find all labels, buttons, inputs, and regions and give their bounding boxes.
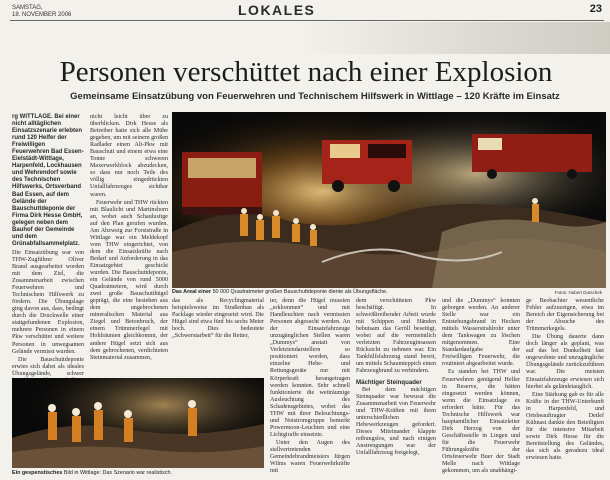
lead-text: Bei einer nicht alltäglichen Einsatzszenarie erlebten rund 120 Helfer der Freiwilligen Feuerwehren Bad Essen-Eielstädt-Wittlage, Harpenfeld, Lockhausen und Wehrendorf sowie des Technischen Hilfswerks, Ortsverband Bad Essen, auf dem Gelände der Bauschuttdeponie der Firma Dirk Hesse GmbH, gelegen neben dem Bauhof der Gemeinde und dem Grünabfallsammelplatz. [12, 114, 84, 247]
article-column-4 [270, 298, 350, 476]
secondary-photo [12, 378, 264, 468]
caption-text: 50 000 Quadratmeter großen Bauschuttdeponie diente als Übungsfläche. [212, 289, 388, 295]
page-number: 23 [589, 3, 602, 15]
paragraph: Bei dem mächtigen Steinquader war bewusst die Zusammenarbeit von Feuerwehr und THW-Kräften mit ihren unterschiedlichen Hebewerkzeugen gefordert. Dieses Miteinander klappte reibungslos, und nach einigen Anstrengungen war der Unfallfahrzeug freigelegt, [356, 386, 436, 456]
paragraph: Die Einsatzübung war von THW-Zugführer Oliver Brand ausgearbeitet worden mit dem Ziel, die Zusammenarbeit zwischen Feuerwehren und Technischem Hilfswerk zu fördern. Die Übungslage ging davon aus, dass, bedingt durch die Druckwelle einer stattgefundenen Explosion, mehrere Personen in einem Pkw verschüttet und weitere Personen in unwegsamen Gelände vermisst wurden. [12, 249, 84, 355]
paragraph: Feuerwehr und THW rückten mit Blaulicht und Martinshorn an, wobei auch Schaulustige auf den Plan gerufen wurden. Am Abzweig zur Forststraße in Wittlage war ein Meldekopf vom THW eingerichtet, von dem die Einsatzkräfte nach Bedarf und Anforderung in das Einsatzgebiet geschickt wurden. Die Bauschuttdeponie, ein Gelände von rund 5000 Quadratmetern, wird durch zwei große Bauschutthügel geprägt, die eine bestehen aus dem ungebrochenen mineralischen Material aus Ziegel und Betonbruch, der einem Trümmerfegel mit Hohlräumen gleichkommt, der andere Hügel setzt sich aus dem gebrochenen, verdichteten Steinmaterial zusammen, [90, 199, 168, 361]
header-background-strip [300, 22, 610, 54]
article-lead [12, 114, 84, 248]
lead-dateline: rg WITTLAGE. [12, 114, 53, 120]
caption-bold: Ein gespenstisches [12, 470, 63, 476]
section-title: LOKALES [238, 2, 316, 18]
caption-text: Bild in Wittlage: Das Szenario war realistisch. [63, 470, 172, 476]
article-headline: Personen verschüttet nach einer Explosion [59, 56, 553, 88]
article-column-3 [172, 298, 264, 374]
paragraph: dem verschütteten Pkw beschäftigt. In schweißtreibender Arbeit wurde mit Schippen und Händen behutsam das Geröll beseitigt, wobei auf die vermeintlich verletzten Fahrzeuginsassen Rücksicht zu nehmen war. Ein Tankhilfsfahrzeug stand bereit, um mittels Schaumteppich einen Fahrzeugbrand zu verhindern. [356, 298, 436, 375]
paragraph: Die Bauschuttdeponie erwies sich dabei als ideales Übungsgelände, schwer [12, 356, 84, 377]
paragraph: Die Übung dauerte dann doch länger als geplant, was auf das bei Dunkelheit fast ungewohnte und unzugängliche Übungsgelände zurückzuführen war. Die meisten Einsatzfahrzeuge erwiesen sich hierbei als geländetauglich. [526, 334, 604, 390]
issue-weekday: SAMSTAG, [12, 5, 43, 11]
fire-rescue-night-scene [172, 112, 606, 288]
article-column-5 [356, 298, 436, 476]
issue-full-date: 18. NOVEMBER 2006 [12, 12, 72, 18]
article-column-1 [12, 114, 84, 376]
paragraph: Unter den Augen des stellvertretenden Gemeindebrandmeisters Jürgen Wilms waren Feuerwehrkräfte mit [270, 439, 350, 475]
main-photo [172, 112, 606, 288]
paragraph: das als Recyclingmaterial beispielsweise im Straßenbau als Packlage wieder eingesetzt wird. Die Hügel sind etwa fünf bis sechs Meter hoch. Dies bedeutete „Schwerstarbeit“ für die Retter, [172, 298, 264, 340]
article-column-7 [526, 298, 604, 476]
paragraph: ter, denn die Hügel mussten „erklommen“ und mit Handleuchten nach vermissten Personen abgesucht werden. An der Einsatzfahrzeuge unzugänglichen Stellen waren „Dummys“ anstatt von Verletztendarstellern so positioniert worden, dass einzelne Hebe- und Rettungsgeräte nur mit Körperkraft herangetragen werden konnten. Sehr schnell funktionierte die weiträumige Ausleuchtung des Schadensgebietes, wobei das THW mit ihrer Beleuchtungs- und Notstromgruppe bemerkt Powermoon-Leuchten und eine Lichtgiraffe einsetzte. [270, 298, 350, 438]
paragraph: Eine Stärkung gab es für alle Kräfte in der THW-Unterkunft in Harpenfeld, und Ortsbeauftragter Detlef Kühnast dankte den Beteiligten für die intensive Mitarbeit sowie Dirk Hesse für die Bereitstellung des Geländes, das sich als geradezu ideal erwiesen hatte. [526, 391, 604, 462]
caption-bold: Das Areal einer [172, 289, 212, 295]
paragraph: und die „Dummys“ konnten geborgen werden. An anderer Stelle war ein Entstehungsbrand in Hecken mittels Wasserstrahlrohr unter dem Tankwagen zu löschen mitgenommen. Eine Standardaufgabe der Freiwilligen Feuerwehr, die routiniert abgearbeitet wurde. [442, 298, 520, 368]
article-subheadline: Gemeinsame Einsatzübung von Feuerwehren und Technischem Hilfswerk in Wittlage – 120 Kräfte im Einsatz [70, 91, 560, 102]
photo-credit: Fotos: Hubert Dutschek [554, 290, 602, 295]
rescuers-on-rubble-scene [12, 378, 264, 468]
issue-date [12, 5, 71, 19]
main-photo-caption [172, 289, 472, 295]
article-column-6 [442, 298, 520, 476]
paragraph: nicht leicht über zu überblicken. Dirk Hesse als Betreiber hatte sich alle Mühe gegeben, um mit seinem großen Radlader einen Alt-Pkw mit Bauschutt und einem etwa eine Tonne schweren Maxerwerkblock abzudecken, so dass nur noch Teile des völlig eingedrückten Unfallfahrzeuges sichtbar waren. [90, 114, 169, 198]
secondary-photo-caption [12, 470, 264, 476]
paragraph: ge Beobachter wesentliche Fehler aufzuzeigen, etwa im Bereich der Eigensicherung bei der Absuche des Trümmerkegels. [526, 298, 604, 333]
paragraph: Es standen bei THW und Feuerwehren genügend Helfer in Reserve, die hätten eingesetzt werden können, wenn die Einsatzlage es erfordert hätte. Für das Technische Hilfswerk war hauptamtlicher Einsatzleiter Dirk Herzog von der Geschäftsstelle in Lingen und für die Feuerwehr Führungskräfte der Ortsfeuerwehr Buer der Stadt Melle nach Wittlage gekommen, um als unabhängi- [442, 369, 520, 475]
column-subheading: Mächtiger Steinquader [356, 378, 422, 386]
header-rule [10, 20, 604, 21]
article-column-2 [90, 114, 169, 361]
